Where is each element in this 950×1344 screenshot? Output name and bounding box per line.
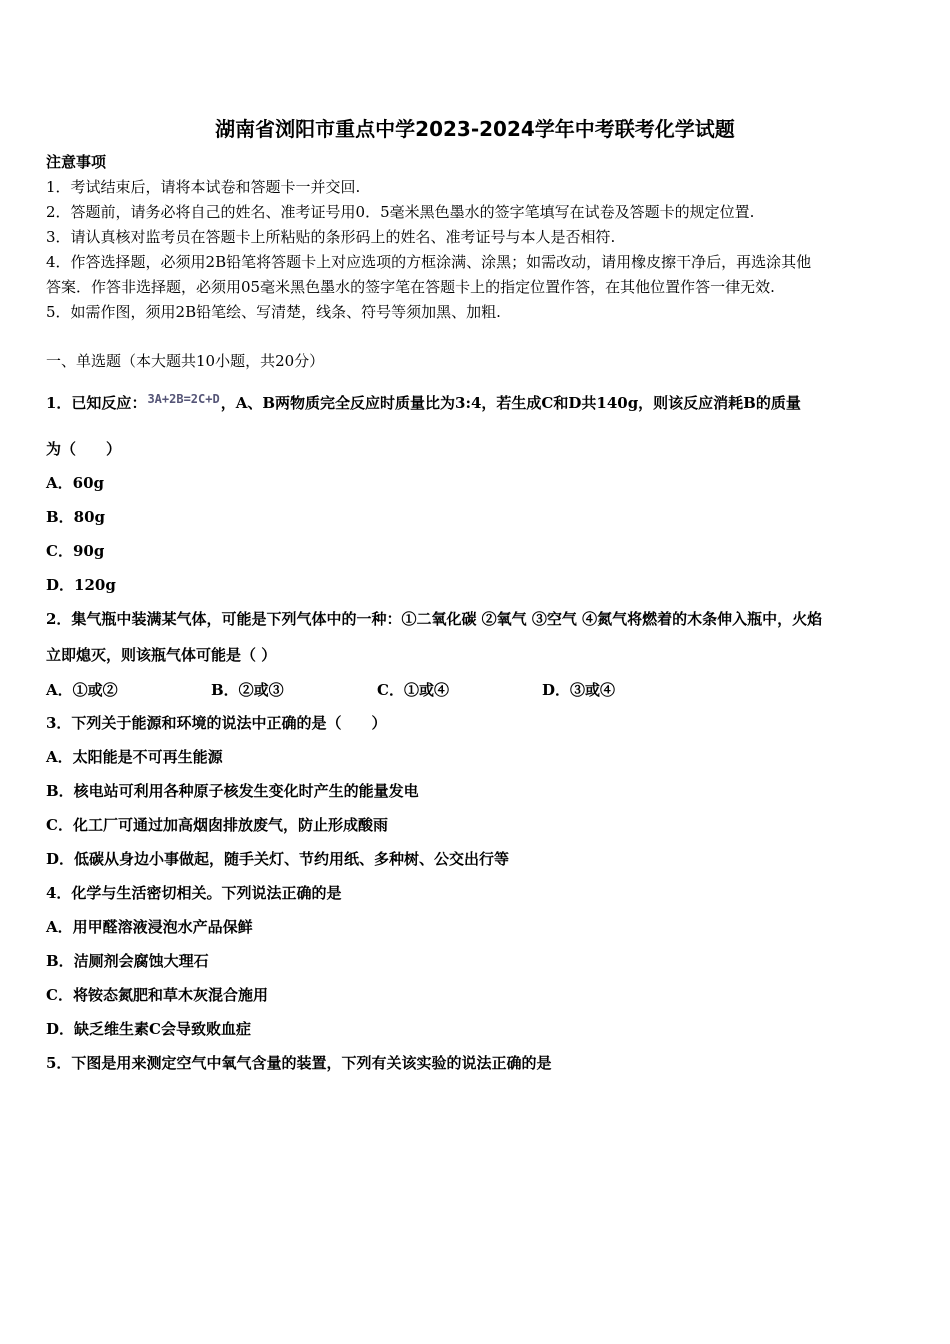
notice-item: 2．答题前，请务必将自己的姓名、准考证号用0．5毫米黑色墨水的签字笔填写在试卷及答题卡的规定位置. — [46, 203, 755, 221]
question-1-suffix: ，A、B两物质完全反应时质量比为3:4，若生成C和D共140g，则该反应消耗B的质量 — [220, 394, 801, 412]
notice-item: 5．如需作图，须用2B铅笔绘、写清楚，线条、符号等须加黑、加粗. — [46, 303, 501, 321]
question-1-continuation: 为（ ） — [46, 440, 122, 458]
question-2-option-b: B．②或③ — [211, 681, 284, 699]
question-2-continuation: 立即熄灭，则该瓶气体可能是（ ） — [46, 646, 277, 664]
question-3-option-b: B．核电站可利用各种原子核发生变化时产生的能量发电 — [46, 782, 419, 800]
question-3-stem: 3．下列关于能源和环境的说法中正确的是（ ） — [46, 714, 387, 732]
question-1-stem — [46, 389, 801, 413]
question-1-option-c: C．90g — [46, 542, 105, 560]
notice-item: 1．考试结束后，请将本试卷和答题卡一并交回. — [46, 178, 361, 196]
section-heading: 一、单选题（本大题共10小题，共20分） — [46, 352, 325, 370]
question-2-option-c: C．①或④ — [377, 681, 449, 699]
notice-heading: 注意事项 — [46, 153, 107, 171]
question-1-option-a: A．60g — [46, 474, 105, 492]
notice-item: 答案．作答非选择题，必须用05毫米黑色墨水的签字笔在答题卡上的指定位置作答，在其他位置作答一律无效. — [46, 278, 775, 296]
question-5-stem: 5．下图是用来测定空气中氧气含量的装置，下列有关该实验的说法正确的是 — [46, 1054, 552, 1072]
page-title: 湖南省浏阳市重点中学2023-2024学年中考联考化学试题 — [215, 117, 735, 141]
question-4-stem: 4．化学与生活密切相关。下列说法正确的是 — [46, 884, 342, 902]
question-1-prefix: 1．已知反应： — [46, 394, 147, 412]
question-2-option-d: D．③或④ — [542, 681, 616, 699]
question-4-option-d: D．缺乏维生素C会导致败血症 — [46, 1020, 251, 1038]
question-4-option-a: A．用甲醛溶液浸泡水产品保鲜 — [46, 918, 253, 936]
question-4-option-c: C．将铵态氮肥和草木灰混合施用 — [46, 986, 268, 1004]
notice-item: 4．作答选择题，必须用2B铅笔将答题卡上对应选项的方框涂满、涂黑；如需改动，请用橡皮擦干净后，再选涂其他 — [46, 253, 812, 271]
question-4-option-b: B．洁厕剂会腐蚀大理石 — [46, 952, 209, 970]
question-1-formula: 3A+2B=2C+D — [147, 392, 220, 406]
question-3-option-a: A．太阳能是不可再生能源 — [46, 748, 223, 766]
question-3-option-d: D．低碳从身边小事做起，随手关灯、节约用纸、多种树、公交出行等 — [46, 850, 510, 868]
question-2-stem: 2．集气瓶中装满某气体，可能是下列气体中的一种：①二氧化碳 ②氧气 ③空气 ④氮气将燃着的木条伸入瓶中，火焰 — [46, 610, 823, 628]
question-1-option-b: B．80g — [46, 508, 106, 526]
question-2-option-a: A．①或② — [46, 681, 118, 699]
question-1-option-d: D．120g — [46, 576, 116, 594]
notice-item: 3．请认真核对监考员在答题卡上所粘贴的条形码上的姓名、准考证号与本人是否相符. — [46, 228, 616, 246]
question-3-option-c: C．化工厂可通过加高烟囱排放废气，防止形成酸雨 — [46, 816, 388, 834]
